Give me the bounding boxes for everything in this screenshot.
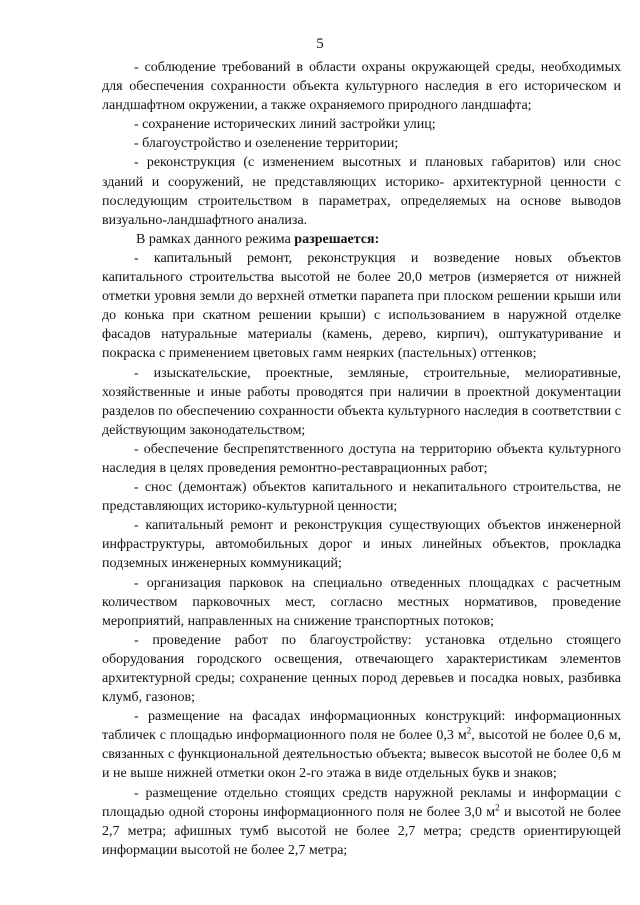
list-item-improvement: - проведение работ по благоустройству: установка отдельно стоящего оборудования городского освещения, отвечающего характеристикам элементов архитектурной среды; сохранение ценных пород деревьев и посадка новых, разбивка клумб, газонов; xyxy=(102,632,621,706)
regime-heading xyxy=(102,230,621,249)
signage-text-a: - размещение на фасадах информационных конструкций: информационных табличек с площадью информационного поля не более 0,3 м xyxy=(102,709,621,744)
paragraph-landscaping: - благоустройство и озеленение территории; xyxy=(134,136,399,152)
paragraph-street-lines: - сохранение исторических линий застройки улиц; xyxy=(134,117,436,133)
paragraph-reconstruction: - реконструкция (с изменением высотных и плановых габаритов) или снос зданий и сооружений, не представляющих историко- архитектурной ценности с последующим строительством в параметрах, определяемых на основе выводов визуально-ландшафтного анализа. xyxy=(102,155,621,228)
signage-text-b: , высотой не более 0,6 м, связанных с функциональной деятельностью объекта; вывесок высотой не более 0,6 м и не выше нижней отметки окон 2-го этажа в виде отдельных букв и знаков; xyxy=(102,728,621,782)
list-item-capital-repair: - капитальный ремонт, реконструкция и возведение новых объектов капитального строительства высотой не более 20,0 метров (измеряется от нижней отметки уровня земли до верхней отметки парапета при плоском решении крыши или до конька при скатном решении крыши) с использованием в наружной отделке фасадов натуральные материалы (камень, дерево, кирпич), оштукатуривание и покраска с применением цветовых гамм неярких (пастельных) оттенков; xyxy=(102,250,621,362)
list-item-demolition: - снос (демонтаж) объектов капитального и некапитального строительства, не представляющих историко-культурной ценности; xyxy=(102,480,621,515)
list-item-signage xyxy=(102,707,621,783)
list-item-advertising xyxy=(102,784,621,860)
document-body xyxy=(102,58,621,860)
advertising-text-a: - размещение отдельно стоящих средств наружной рекламы и информации с площадью одной стороны информационного поля не более 3,0 м xyxy=(102,785,621,820)
regime-intro: В рамках данного режима xyxy=(136,231,295,247)
list-item-infrastructure: - капитальный ремонт и реконструкция существующих объектов инженерной инфраструктуры, автомобильных дорог и иных линейных объектов, прокладка подземных инженерных коммуникаций; xyxy=(102,518,621,572)
page-number: 5 xyxy=(316,36,324,52)
advertising-superscript: 2 xyxy=(495,802,500,812)
advertising-text-b: и высотой не более 2,7 метра; афишных тумб высотой не более 2,7 метра; средств ориентирующей информации высотой не более 2,7 метра; xyxy=(102,804,621,858)
signage-superscript: 2 xyxy=(466,725,472,736)
list-item-survey-works: - изыскательские, проектные, земляные, строительные, мелиоративные, хозяйственные и иные работы проводятся при наличии в проектной документации разделов по обеспечению сохранности объекта культурного наследия в соответствии с действующим законодательством; xyxy=(102,365,621,438)
list-item-access: - обеспечение беспрепятственного доступа на территорию объекта культурного наследия в целях проведения ремонтно-реставрационных работ; xyxy=(102,441,621,476)
list-item-parking: - организация парковок на специально отведенных площадках с расчетным количеством парковочных мест, согласно местных нормативов, проведение мероприятий, направленных на снижение транспортных потоков; xyxy=(102,575,621,629)
paragraph-environment: - соблюдение требований в области охраны окружающей среды, необходимых для обеспечения сохранности объекта культурного наследия в его историческом и ландшафтном окружении, а также охраняемого природного ландшафта; xyxy=(102,60,621,114)
regime-allowed: разрешается: xyxy=(294,231,380,247)
